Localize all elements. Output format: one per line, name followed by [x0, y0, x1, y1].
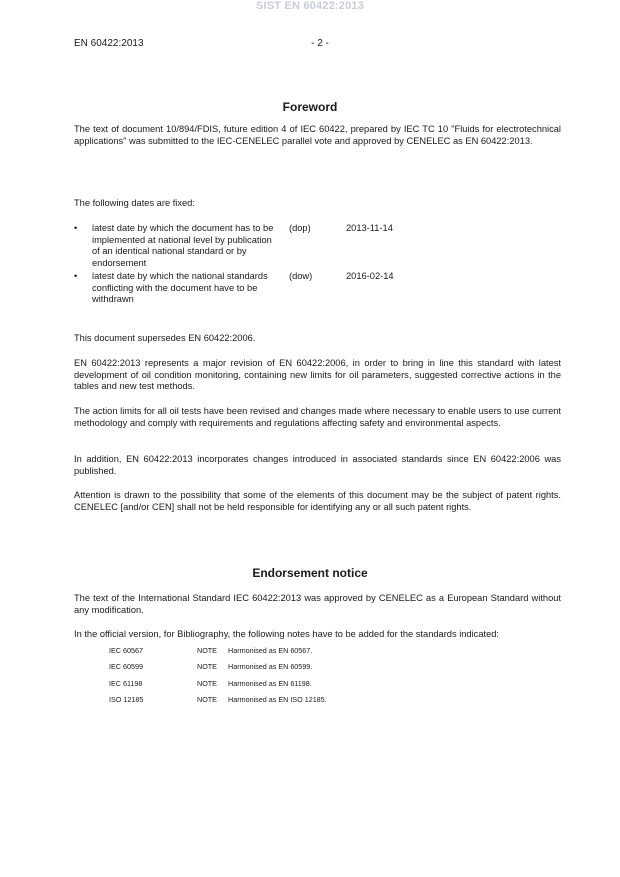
note-standard: ISO 12185 [109, 695, 144, 704]
date-value: 2013-11-14 [346, 223, 393, 233]
foreword-intro: The text of document 10/894/FDIS, future edition 4 of IEC 60422, prepared by IEC TC 10 "Fluids for electrotechnical applications" was submitted to the IEC-CENELEC parallel vote and approved by CENELEC as EN 60422:2013. [74, 124, 561, 146]
header-doc-id: EN 60422:2013 [74, 38, 144, 49]
patent-text: Attention is drawn to the possibility that some of the elements of this document may be the subject of patent rights. CENELEC [and/or CEN] shall not be held responsible for identifying any or all such patent rights. [74, 490, 561, 512]
note-label: NOTE [197, 679, 217, 688]
note-row [109, 662, 559, 671]
date-code: (dow) [289, 271, 313, 281]
note-standard: IEC 60567 [109, 646, 143, 655]
endorsement-title: Endorsement notice [252, 566, 368, 580]
note-row [109, 646, 559, 655]
note-row [109, 695, 559, 704]
note-standard: IEC 61198 [109, 679, 143, 688]
note-row [109, 679, 559, 688]
note-text: Harmonised as EN 61198. [228, 679, 312, 688]
bullet: • [74, 223, 78, 233]
watermark: SIST EN 60422:2013 [255, 0, 365, 12]
date-value: 2016-02-14 [346, 271, 394, 281]
note-text: Harmonised as EN 60567. [228, 646, 313, 655]
supersedes-text: This document supersedes EN 60422:2006. [74, 333, 256, 343]
dates-intro: The following dates are fixed: [74, 198, 195, 208]
date-description: latest date by which the national standards conflicting with the document have to be withdrawn [92, 271, 268, 305]
note-label: NOTE [197, 695, 217, 704]
note-text: Harmonised as EN 60599. [228, 662, 313, 671]
note-standard: IEC 60599 [109, 662, 143, 671]
addition-text: In addition, EN 60422:2013 incorporates changes introduced in associated standards since EN 60422:2006 was published. [74, 454, 561, 476]
note-label: NOTE [197, 646, 217, 655]
note-text: Harmonised as EN ISO 12185. [228, 695, 327, 704]
date-code: (dop) [289, 223, 311, 233]
page-number: - 2 - [311, 38, 329, 49]
foreword-title: Foreword [282, 100, 338, 114]
bullet: • [74, 271, 78, 281]
action-limits-text: The action limits for all oil tests have been revised and changes made where necessary to enable users to use current methodology and comply with requirements and regulations affecting safety and environmental aspects. [74, 406, 561, 428]
note-label: NOTE [197, 662, 217, 671]
revision-text: EN 60422:2013 represents a major revision of EN 60422:2006, in order to bring in line this standard with latest development of oil condition monitoring, containing new limits for oil parameters, suggested corrective actions in the tables and new test methods. [74, 358, 561, 392]
endorsement-text: The text of the International Standard IEC 60422:2013 was approved by CENELEC as a European Standard without any modification. [74, 593, 561, 615]
date-description: latest date by which the document has to be implemented at national level by publication of an identical national standard or by endorsement [92, 223, 274, 268]
bibliography-intro: In the official version, for Bibliography, the following notes have to be added for the standards indicated: [74, 629, 499, 639]
